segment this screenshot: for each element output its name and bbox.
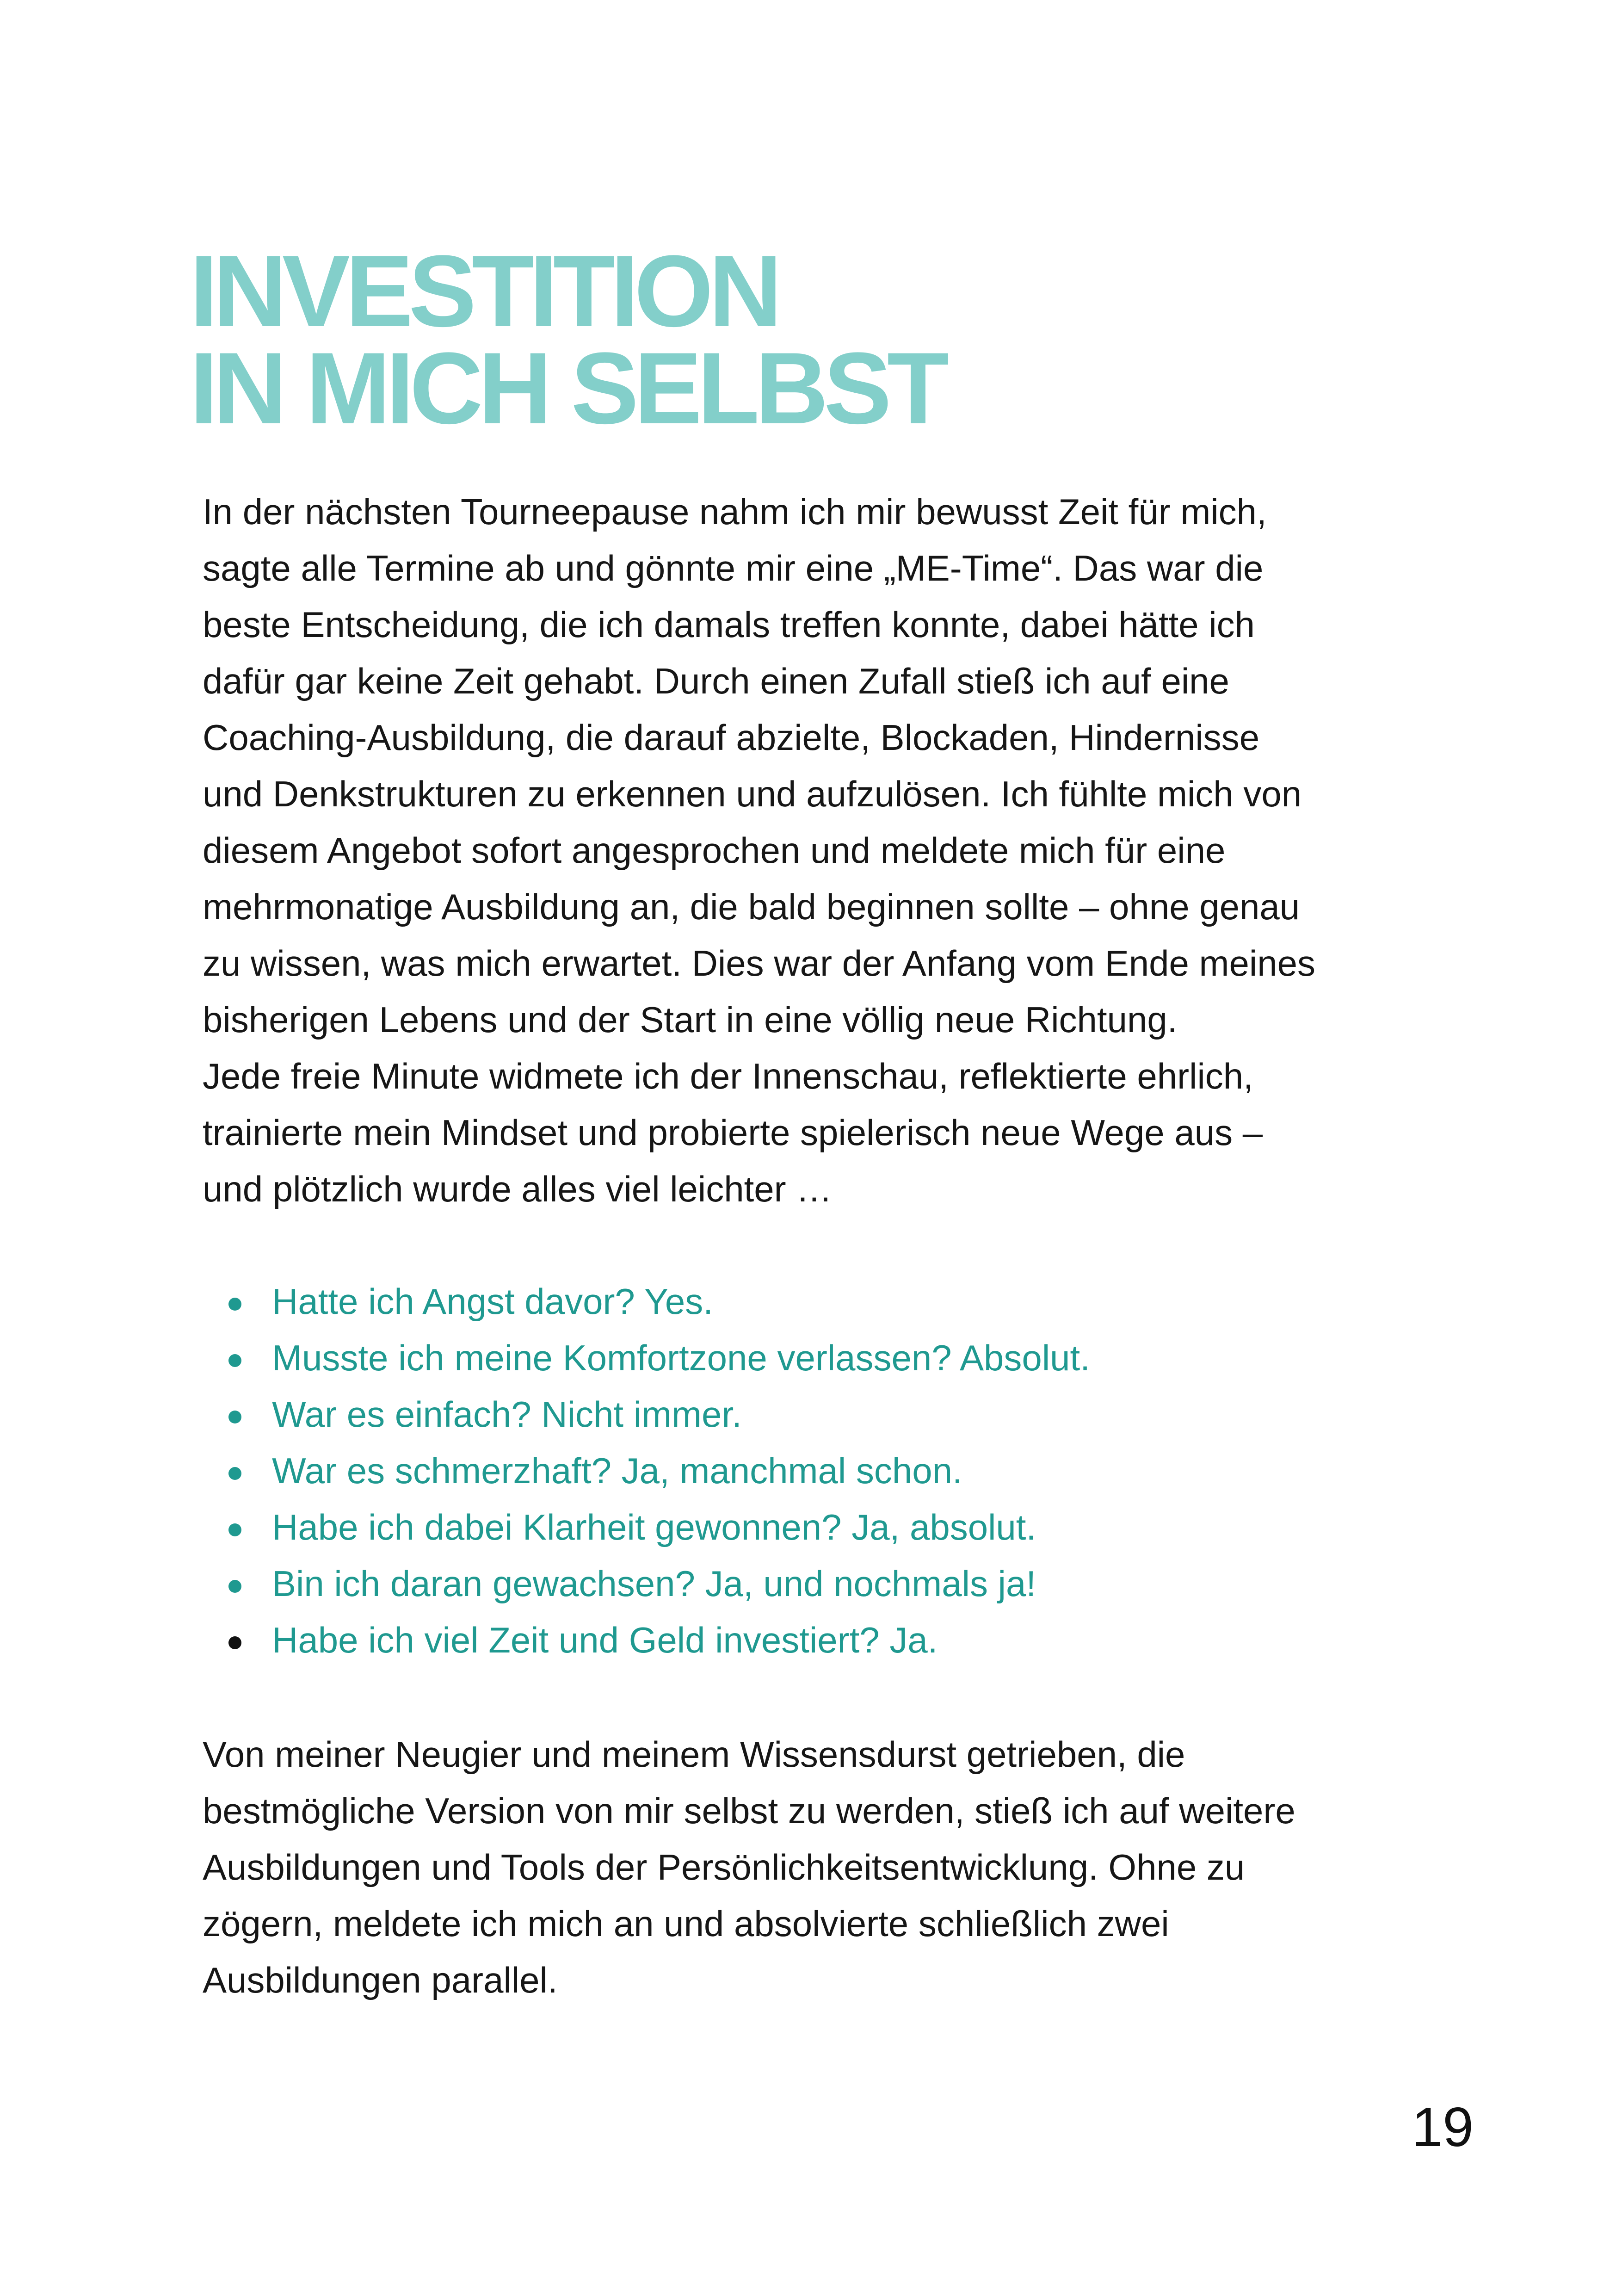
list-item-text: Musste ich meine Komfortzone verlassen? Absolut. bbox=[272, 1337, 1090, 1378]
list-item bbox=[228, 1273, 1090, 1330]
list-item-text: Habe ich viel Zeit und Geld investiert? Ja. bbox=[272, 1620, 938, 1660]
list-item bbox=[228, 1612, 1090, 1668]
text-line: zu wissen, was mich erwartet. Dies war der Anfang vom Ende meines bbox=[203, 943, 1316, 984]
text-line: und Denkstrukturen zu erkennen und aufzulösen. Ich fühlte mich von bbox=[203, 774, 1302, 814]
text-line: sagte alle Termine ab und gönnte mir eine „ME-Time“. Das war die bbox=[203, 548, 1264, 588]
list-item-text: Bin ich daran gewachsen? Ja, und nochmals ja! bbox=[272, 1563, 1036, 1604]
bullet-dot-icon bbox=[228, 1523, 241, 1536]
text-line: bisherigen Lebens und der Start in eine völlig neue Richtung. bbox=[203, 999, 1178, 1040]
text-line: Coaching-Ausbildung, die darauf abzielte, Blockaden, Hindernisse bbox=[203, 717, 1260, 758]
text-line: Von meiner Neugier und meinem Wissensdurst getrieben, die bbox=[203, 1734, 1185, 1775]
text-line: und plötzlich wurde alles viel leichter … bbox=[203, 1169, 833, 1209]
text-line: In der nächsten Tourneepause nahm ich mir bewusst Zeit für mich, bbox=[203, 491, 1267, 532]
text-line: Jede freie Minute widmete ich der Innenschau, reflektierte ehrlich, bbox=[203, 1056, 1253, 1096]
list-item-text: War es einfach? Nicht immer. bbox=[272, 1394, 742, 1435]
text-line: Ausbildungen parallel. bbox=[203, 1960, 558, 2000]
text-line: dafür gar keine Zeit gehabt. Durch einen Zufall stieß ich auf eine bbox=[203, 661, 1229, 701]
list-item-text: Habe ich dabei Klarheit gewonnen? Ja, absolut. bbox=[272, 1507, 1036, 1547]
list-item bbox=[228, 1442, 1090, 1499]
list-item-text: Hatte ich Angst davor? Yes. bbox=[272, 1281, 713, 1322]
bullet-dot-icon bbox=[228, 1636, 241, 1649]
bullet-dot-icon bbox=[228, 1467, 241, 1480]
text-line: zögern, meldete ich mich an und absolvierte schließlich zwei bbox=[203, 1903, 1169, 1944]
list-item-text: War es schmerzhaft? Ja, manchmal schon. bbox=[272, 1450, 962, 1491]
page-title-line-1: INVESTITION bbox=[190, 234, 778, 348]
list-item bbox=[228, 1386, 1090, 1442]
bullet-dot-icon bbox=[228, 1354, 241, 1367]
closing-paragraph bbox=[203, 1726, 1295, 2008]
question-list bbox=[228, 1273, 1090, 1668]
text-line: diesem Angebot sofort angesprochen und meldete mich für eine bbox=[203, 830, 1226, 871]
text-line: trainierte mein Mindset und probierte spielerisch neue Wege aus – bbox=[203, 1112, 1263, 1153]
list-item bbox=[228, 1555, 1090, 1612]
text-line: mehrmonatige Ausbildung an, die bald beginnen sollte – ohne genau bbox=[203, 886, 1300, 927]
intro-paragraph bbox=[203, 483, 1315, 1217]
bullet-dot-icon bbox=[228, 1580, 241, 1593]
list-item bbox=[228, 1330, 1090, 1386]
bullet-dot-icon bbox=[228, 1298, 241, 1311]
page-number: 19 bbox=[1412, 2096, 1474, 2158]
text-line: bestmögliche Version von mir selbst zu werden, stieß ich auf weitere bbox=[203, 1790, 1295, 1831]
page-title-line-2: IN MICH SELBST bbox=[190, 331, 945, 445]
text-line: beste Entscheidung, die ich damals treffen konnte, dabei hätte ich bbox=[203, 604, 1255, 645]
bullet-dot-icon bbox=[228, 1411, 241, 1423]
text-line: Ausbildungen und Tools der Persönlichkeitsentwicklung. Ohne zu bbox=[203, 1847, 1245, 1888]
page-title bbox=[190, 234, 945, 445]
list-item bbox=[228, 1499, 1090, 1555]
